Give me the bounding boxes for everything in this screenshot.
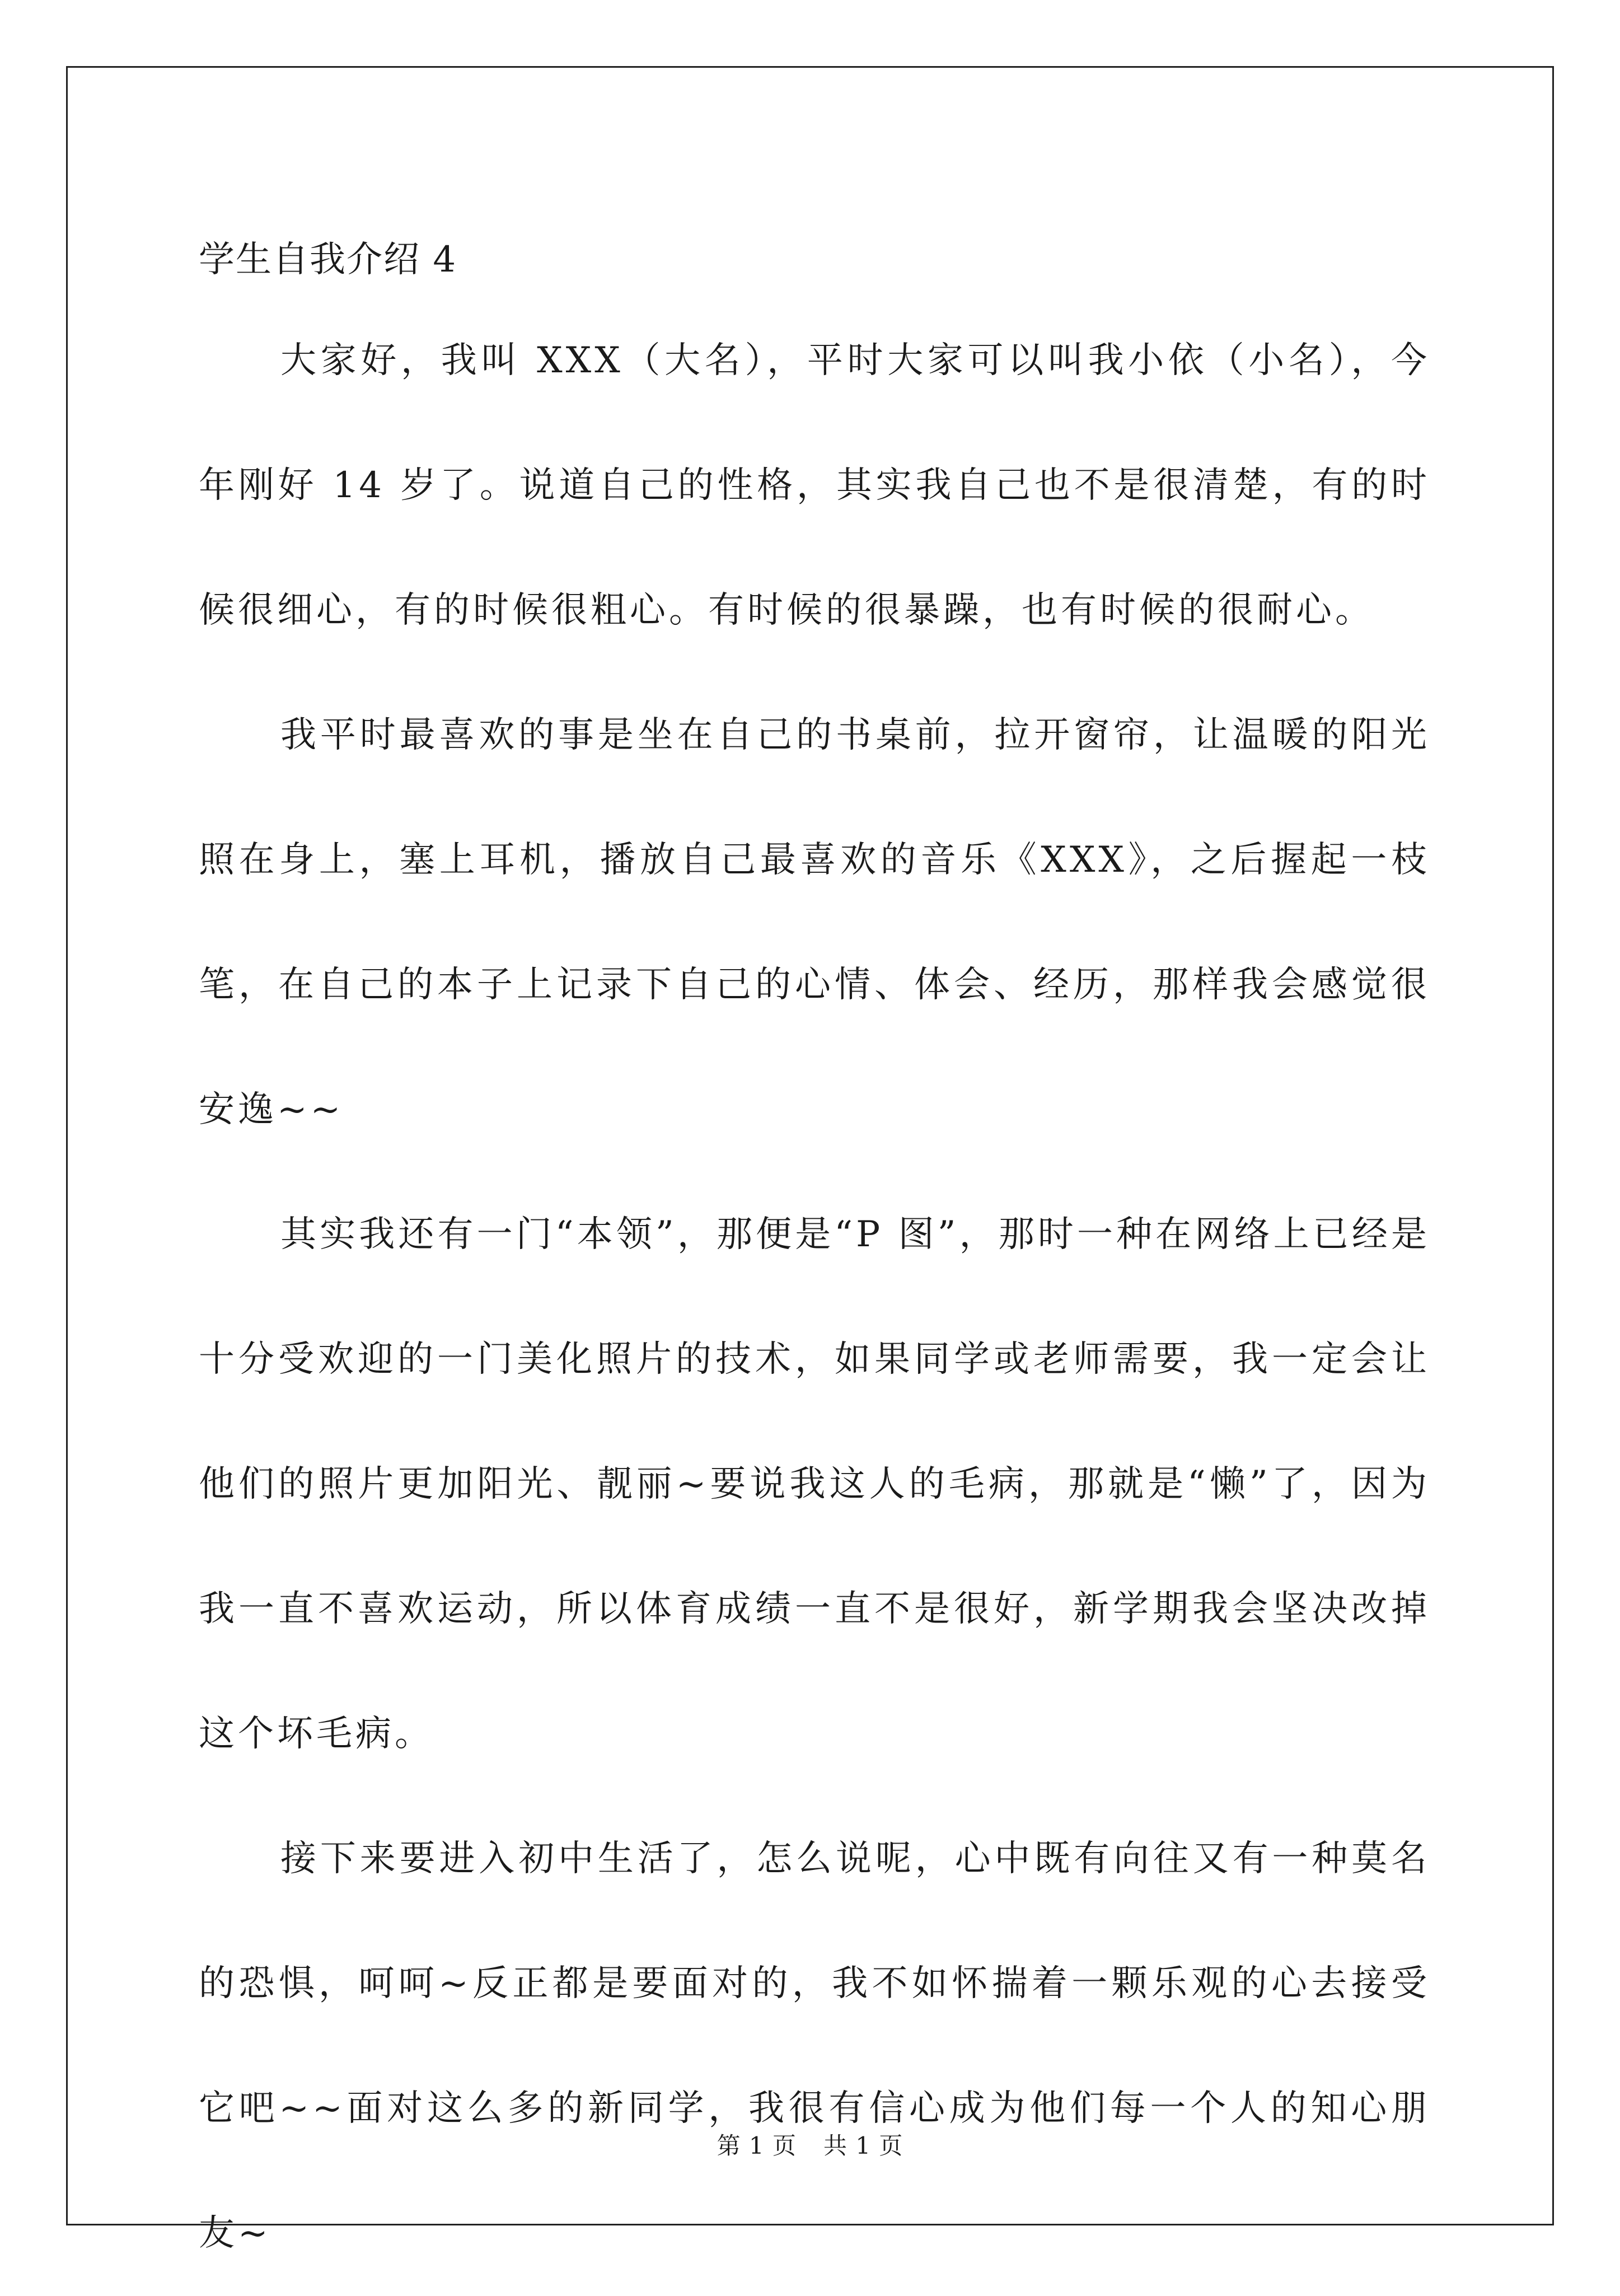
document-title: 学生自我介绍 4 [199, 239, 457, 280]
paragraph-1: 大家好，我叫 XXX（大名），平时大家可以叫我小依（小名），今年刚好 14 岁了。说道自己的性格，其实我自己也不是很清楚，有的时候很细心，有的时候很粗心。有时候的很暴躁，也有时候的很耐心。 [199, 340, 1430, 631]
paragraph-3: 其实我还有一门“本领”，那便是“P 图”，那时一种在网络上已经是十分受欢迎的一门美化照片的技术，如果同学或老师需要，我一定会让他们的照片更加阳光、靓丽~要说我这人的毛病，那就是“懒”了，因为我一直不喜欢运动，所以体育成绩一直不是很好，新学期我会坚决改掉这个坏毛病。 [199, 1214, 1430, 1755]
paragraph-2: 我平时最喜欢的事是坐在自己的书桌前，拉开窗帘，让温暖的阳光照在身上，塞上耳机，播放自己最喜欢的音乐《XXX》，之后握起一枝笔，在自己的本子上记录下自己的心情、体会、经历，那样我会感觉很安逸~~ [199, 714, 1430, 1130]
page-number: 第 1 页 [717, 2132, 797, 2159]
page-total: 共 1 页 [823, 2132, 903, 2159]
document-body [199, 221, 1430, 2296]
page-footer [0, 2127, 1620, 2161]
paragraph-4: 接下来要进入初中生活了，怎么说呢，心中既有向往又有一种莫名的恐惧，呵呵~反正都是要面对的，我不如怀揣着一颗乐观的心去接受它吧~~面对这么多的新同学，我很有信心成为他们每一个人的知心朋友~ [199, 1838, 1430, 2254]
